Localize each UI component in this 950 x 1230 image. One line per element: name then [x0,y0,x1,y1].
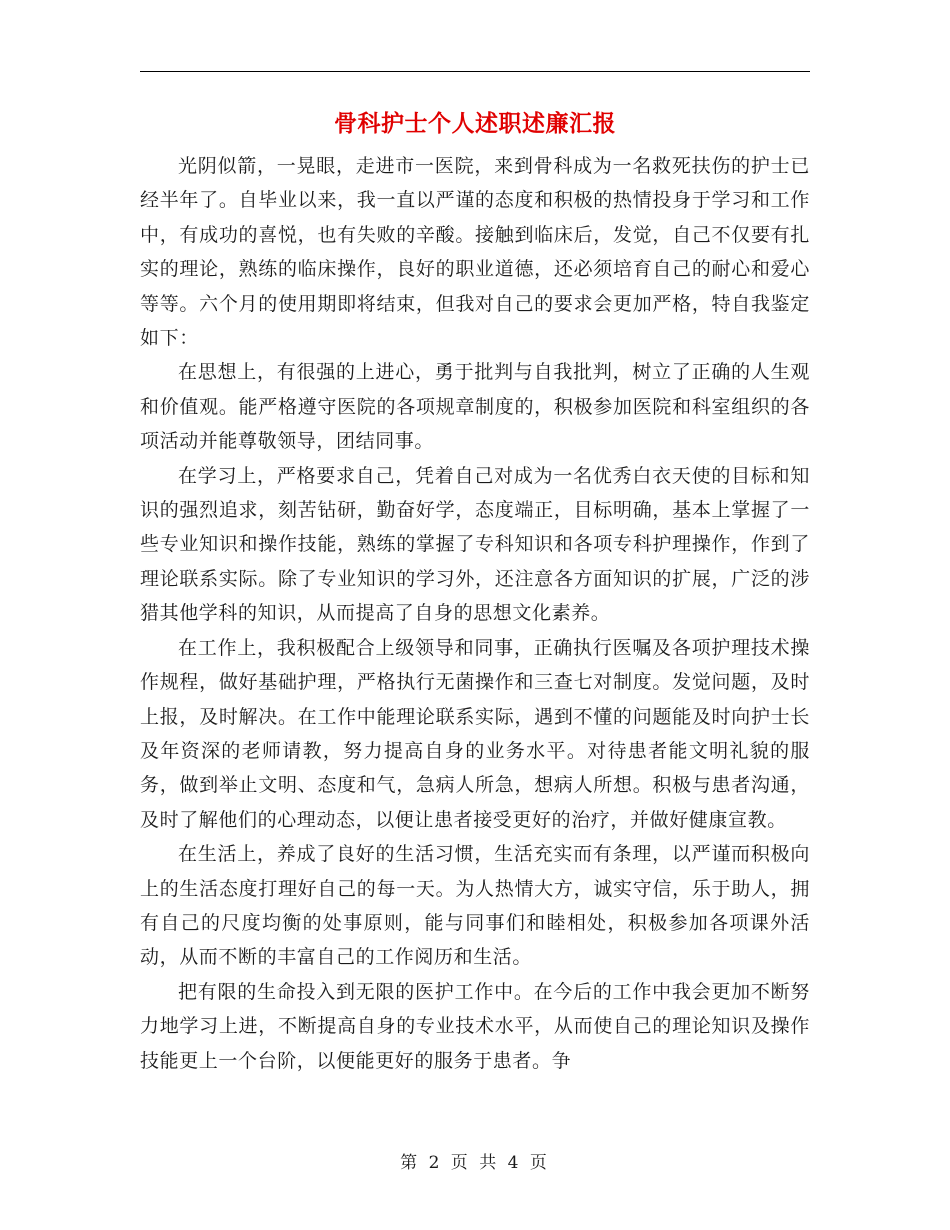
document-body [140,149,810,1078]
paragraph-closing: 把有限的生命投入到无限的医护工作中。在今后的工作中我会更加不断努力地学习上进，不断提高自身的专业技术水平，从而使自己的理论知识及操作技能更上一个台阶，以便能更好的服务于患者。争 [140,980,810,1072]
page-number-footer: 第 2 页 共 4 页 [400,1153,550,1173]
paragraph-work: 在工作上，我积极配合上级领导和同事，正确执行医嘱及各项护理技术操作规程，做好基础护理，严格执行无菌操作和三查七对制度。发觉问题，及时上报，及时解决。在工作中能理论联系实际，遇到不懂的问题能及时向护士长及年资深的老师请教，努力提高自身的业务水平。对待患者能文明礼貌的服务，做到举止文明、态度和气，急病人所急，想病人所想。积极与患者沟通，及时了解他们的心理动态，以便让患者接受更好的治疗，并做好健康宣教。 [140,636,810,831]
paragraph-thought: 在思想上，有很强的上进心，勇于批判与自我批判，树立了正确的人生观和价值观。能严格遵守医院的各项规章制度的，积极参加医院和科室组织的各项活动并能尊敬领导，团结同事。 [140,361,810,453]
paragraph-study: 在学习上，严格要求自己，凭着自己对成为一名优秀白衣天使的目标和知识的强烈追求，刻苦钻研，勤奋好学，态度端正，目标明确，基本上掌握了一些专业知识和操作技能，熟练的掌握了专科知识和各项专科护理操作，作到了理论联系实际。除了专业知识的学习外，还注意各方面知识的扩展，广泛的涉猎其他学科的知识，从而提高了自身的思想文化素养。 [140,464,810,625]
paragraph-intro: 光阴似箭，一晃眼，走进市一医院，来到骨科成为一名救死扶伤的护士已经半年了。自毕业以来，我一直以严谨的态度和积极的热情投身于学习和工作中，有成功的喜悦，也有失败的辛酸。接触到临床后，发觉，自己不仅要有扎实的理论，熟练的临床操作，良好的职业道德，还必须培育自己的耐心和爱心等等。六个月的使用期即将结束，但我对自己的要求会更加严格，特自我鉴定如下： [140,155,810,350]
header-rule [140,71,810,72]
document-title: 骨科护士个人述职述廉汇报 [334,110,616,137]
paragraph-life: 在生活上，养成了良好的生活习惯，生活充实而有条理，以严谨而积极向上的生活态度打理好自己的每一天。为人热情大方，诚实守信，乐于助人，拥有自己的尺度均衡的处事原则，能与同事们和睦相处，积极参加各项课外活动，从而不断的丰富自己的工作阅历和生活。 [140,843,810,969]
